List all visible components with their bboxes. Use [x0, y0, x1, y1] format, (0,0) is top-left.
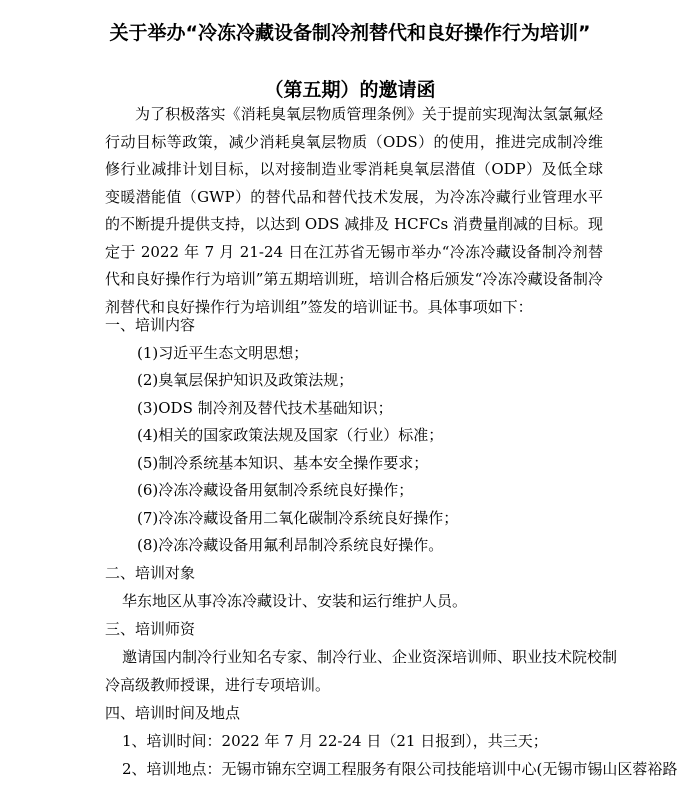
content-item-7: (7)冷冻冷藏设备用二氧化碳制冷系统良好操作； — [137, 509, 459, 527]
training-faculty-text-line-1: 邀请国内制冷行业知名专家、制冷行业、企业资深培训师、职业技术院校制 — [122, 648, 618, 666]
letter-title-line-1: 关于举办“冷冻冷藏设备制冷剂替代和良好操作行为培训” — [109, 22, 591, 44]
content-item-6: (6)冷冻冷藏设备用氨制冷系统良好操作； — [137, 481, 414, 499]
section-heading-training-faculty: 三、培训师资 — [105, 620, 196, 638]
letter-title-line-2: （第五期）的邀请函 — [264, 79, 436, 101]
content-item-5: (5)制冷系统基本知识、基本安全操作要求； — [137, 454, 429, 472]
training-faculty-text-line-2: 冷高级教师授课，进行专项培训。 — [105, 676, 331, 694]
section-heading-training-target: 二、培训对象 — [105, 564, 196, 582]
content-item-3: (3)ODS 制冷剂及替代技术基础知识； — [137, 399, 393, 417]
content-item-4: (4)相关的国家政策法规及国家（行业）标准； — [137, 426, 444, 444]
intro-paragraph: 为了积极落实《消耗臭氧层物质管理条例》关于提前实现淘汰氢氯氟烃行动目标等政策，减少消耗臭氧层物质（ODS）的使用，推进完成制冷维修行业减排计划目标，以对接制造业零消耗臭氧层潜值（ODP）及低全球变暖潜能值（GWP）的替代品和替代技术发展，为冷冻冷藏行业管理水平的不断提升提供支持，以达到 ODS 减排及 HCFCs 消费量削减的目标。现定于 2022 年 7 月 21-24 日在江苏省无锡市举办“冷冻冷藏设备制冷剂替代和良好操作行为培训”第五期培训班，培训合格后颁发“冷冻冷藏设备制冷剂替代和良好操作行为培训组”签发的培训证书。具体事项如下： — [105, 105, 603, 316]
content-item-1: (1)习近平生态文明思想； — [137, 344, 309, 362]
training-time-text: 1、培训时间：2022 年 7 月 22-24 日（21 日报到），共三天； — [122, 732, 548, 750]
content-item-2: (2)臭氧层保护知识及政策法规； — [137, 371, 354, 389]
content-item-8: (8)冷冻冷藏设备用氟利昂制冷系统良好操作。 — [137, 536, 444, 554]
section-heading-training-content: 一、培训内容 — [105, 316, 196, 334]
training-target-text: 华东地区从事冷冻冷藏设计、安装和运行维护人员。 — [122, 592, 468, 610]
training-place-text: 2、培训地点：无锡市锦东空调工程服务有限公司技能培训中心(无锡市锡山区蓉裕路 — [122, 760, 678, 778]
section-heading-time-and-place: 四、培训时间及地点 — [105, 704, 241, 722]
